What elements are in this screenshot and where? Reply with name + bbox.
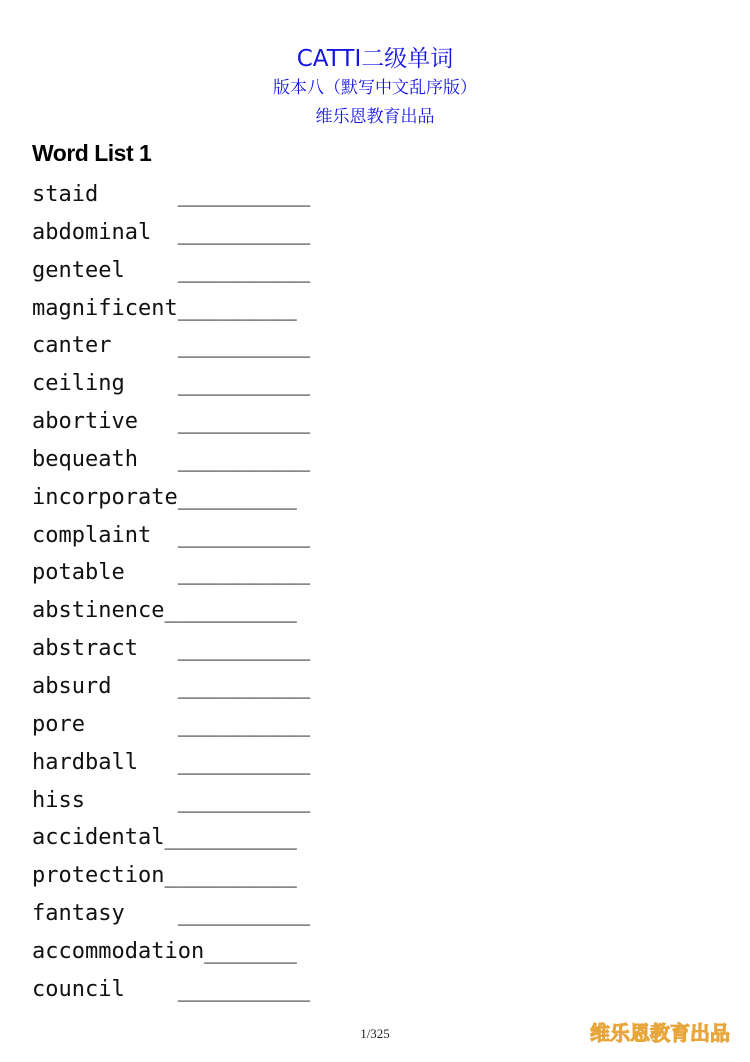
- document-header: [0, 44, 750, 132]
- word-row: protection__________: [32, 863, 297, 889]
- publisher-watermark: 维乐恩教育出品: [590, 1021, 730, 1045]
- word-list: [32, 176, 310, 1009]
- word-row: hardball __________: [32, 749, 311, 775]
- word-row: staid __________: [32, 182, 311, 207]
- word-row: bequeath __________: [32, 446, 311, 472]
- word-row: ceiling __________: [32, 371, 311, 397]
- document-subtitle: 版本八（默写中文乱序版）: [273, 78, 477, 98]
- page-number: 1/325: [360, 1026, 390, 1041]
- word-row: fantasy __________: [32, 901, 311, 927]
- word-row: potable __________: [32, 560, 311, 586]
- word-row: hiss __________: [32, 787, 311, 813]
- word-row: pore __________: [32, 711, 311, 737]
- publisher-line: 维乐恩教育出品: [315, 107, 435, 127]
- word-row: abstinence__________: [32, 598, 297, 624]
- word-row: magnificent_________: [32, 295, 297, 321]
- word-row: complaint __________: [32, 522, 311, 548]
- word-row: genteel __________: [32, 257, 311, 283]
- word-row: canter __________: [32, 333, 311, 359]
- document-title: CATTI二级单词: [296, 46, 454, 72]
- word-row: abstract __________: [32, 636, 311, 662]
- word-list-heading: Word List 1: [32, 140, 152, 166]
- word-row: council __________: [32, 976, 311, 1002]
- word-row: abortive __________: [32, 409, 311, 435]
- word-row: accidental__________: [32, 825, 297, 851]
- word-row: accommodation_______: [32, 938, 297, 964]
- word-row: incorporate_________: [32, 484, 297, 510]
- word-row: abdominal __________: [32, 219, 311, 245]
- word-row: absurd __________: [32, 673, 311, 699]
